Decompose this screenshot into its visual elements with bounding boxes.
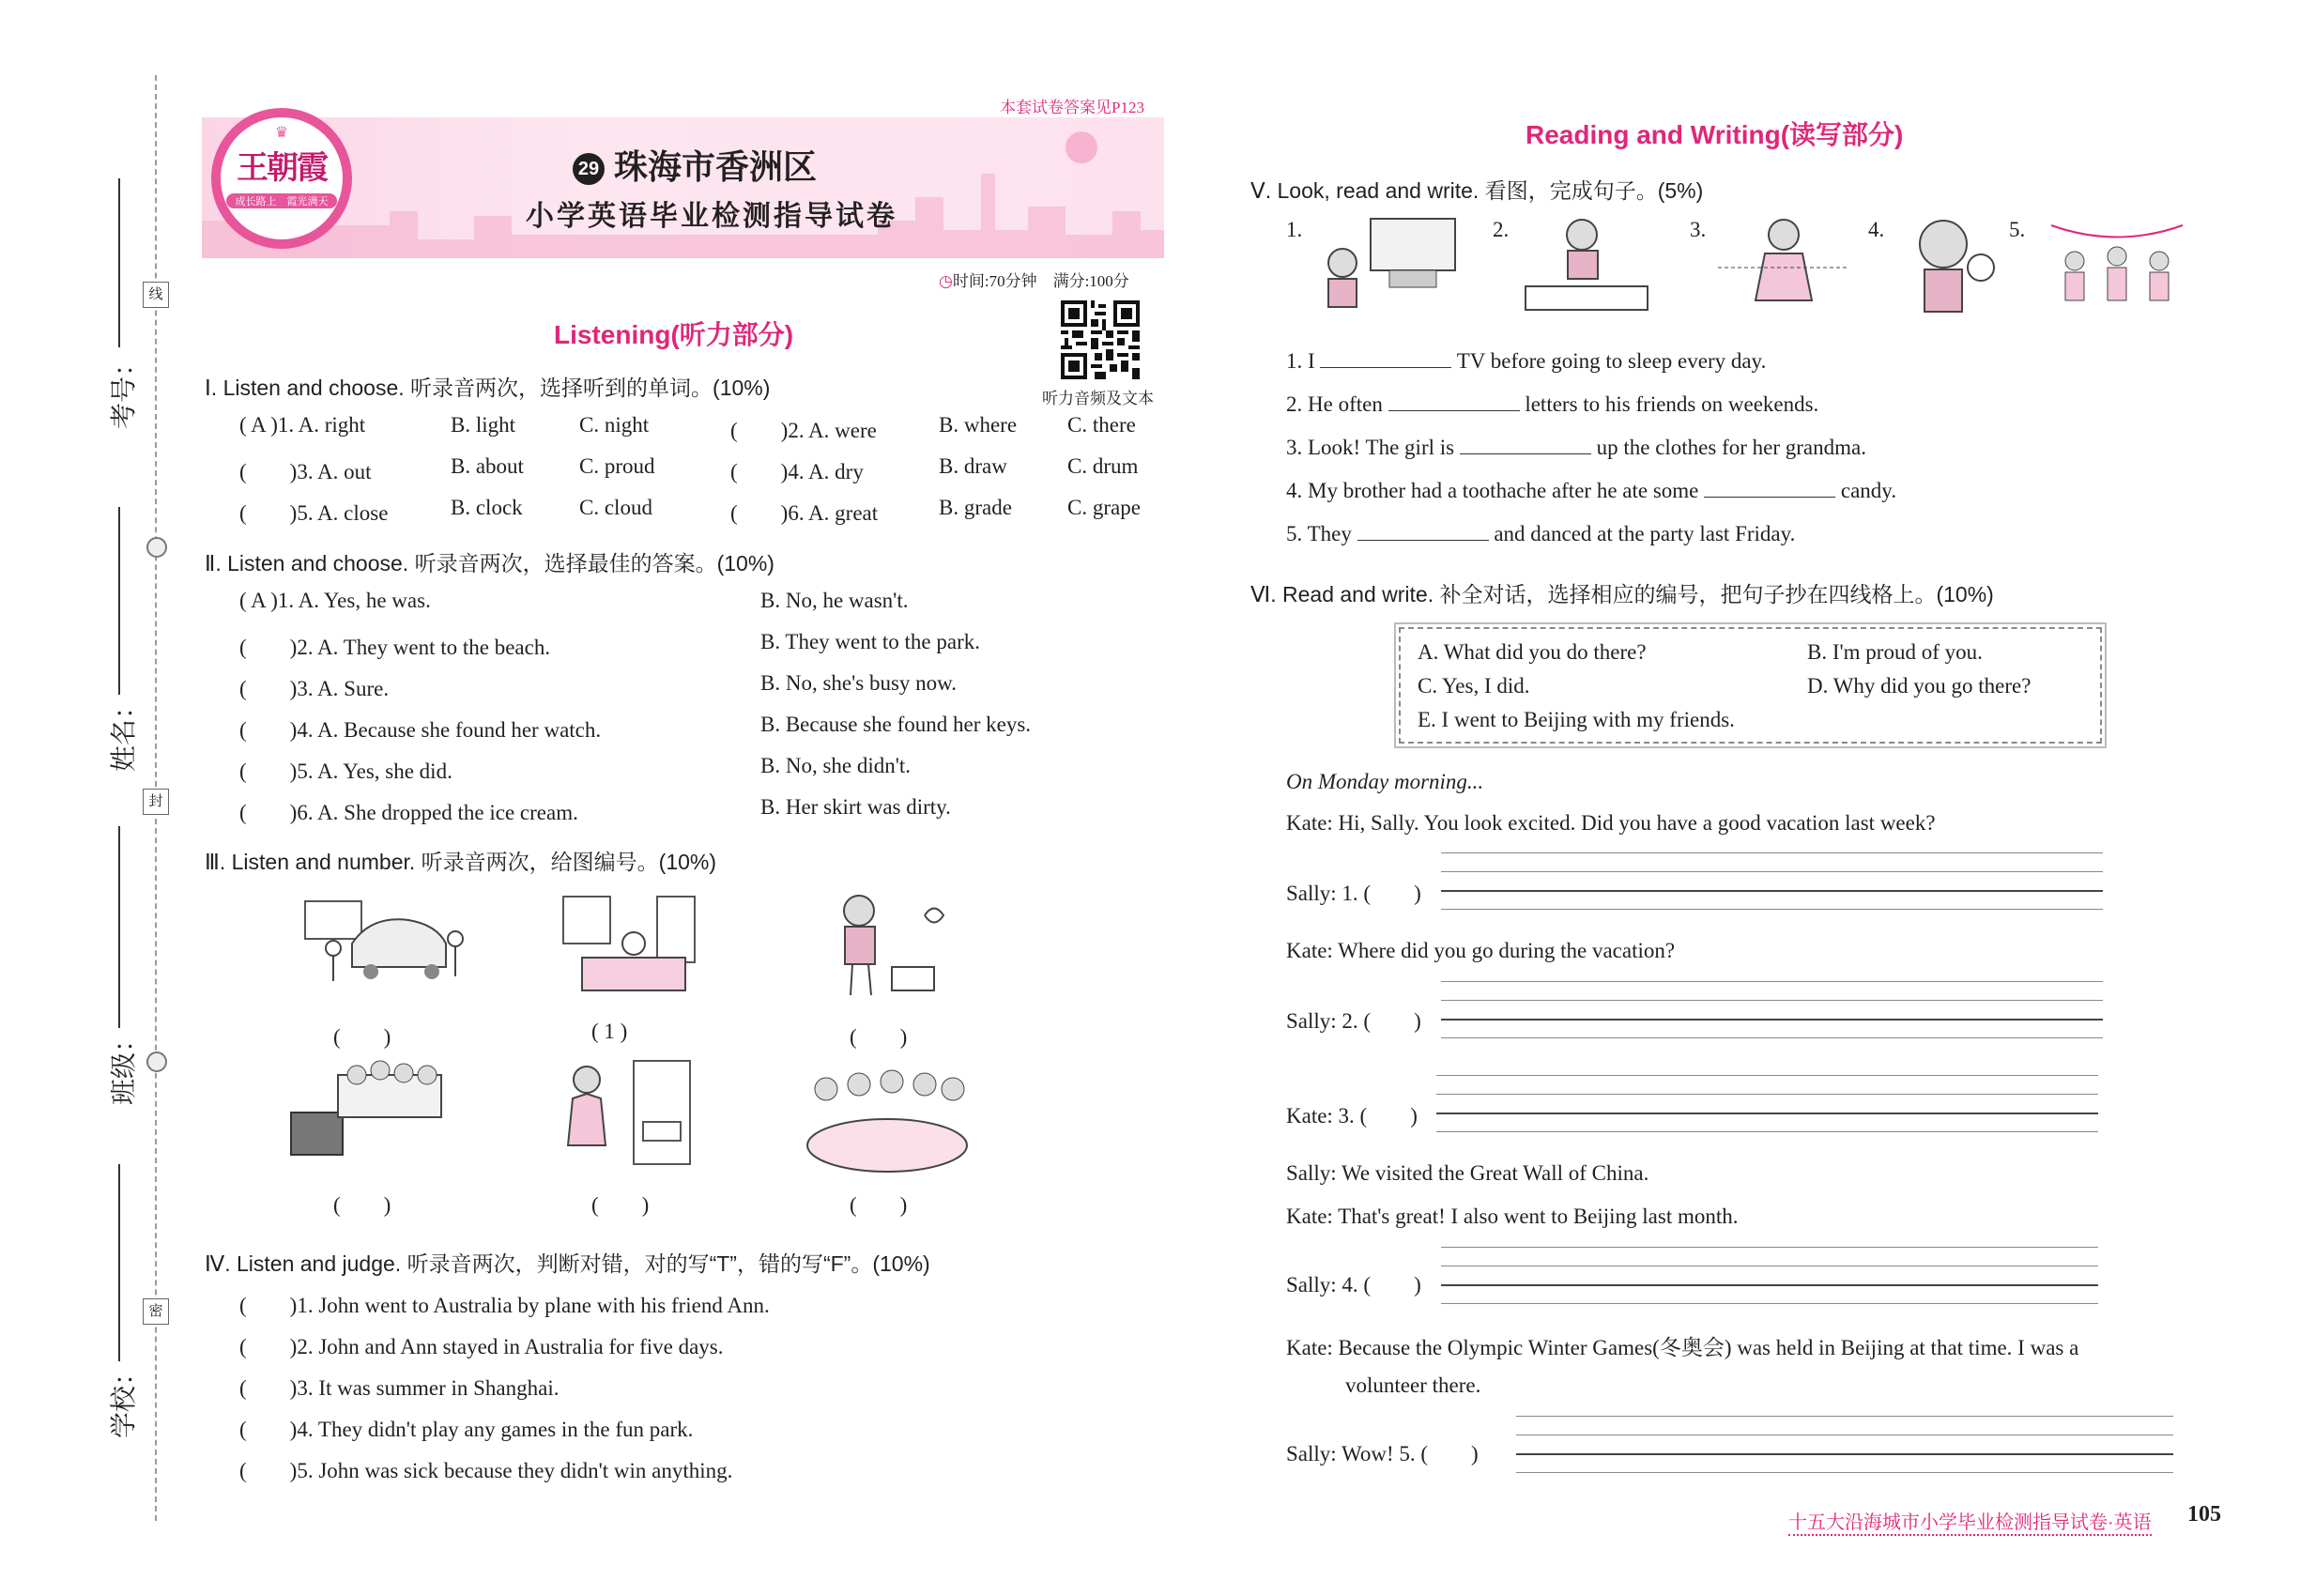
q2-option-b: B. No, she didn't. [760,754,912,777]
q4-statement[interactable]: ( )3. It was summer in Shanghai. [239,1376,560,1400]
q5-sentence: 3. Look! The girl is up the clothes for her grandma. [1286,436,1866,459]
party-table-picture [798,1061,976,1178]
time-info: ◷时间:70分钟 满分:100分 [939,272,1129,290]
q1-option: B. grade [939,496,1012,519]
page-number: 105 [2187,1502,2221,1527]
brand-logo [211,108,352,249]
q2-option-b: B. Because she found her keys. [760,713,1032,736]
option-d: D. Why did you go there? [1807,674,2032,698]
q2-option-a[interactable]: ( )3. A. Sure. [239,677,390,700]
q5-sentence: 4. My brother had a toothache after he ate some candy. [1286,479,1897,502]
option-c: C. Yes, I did. [1418,674,1530,698]
dialogue-intro: On Monday morning... [1286,770,1484,793]
binding-ring-icon [146,1051,167,1072]
q4-statement[interactable]: ( )2. John and Ann stayed in Australia for five days. [239,1335,724,1358]
binding-ring-icon [146,537,167,558]
qr-code-icon[interactable] [1061,300,1140,379]
q5-picture-number: 2. [1493,218,1510,241]
family-car-picture [277,892,474,1000]
q5-blank[interactable] [1320,366,1451,368]
dialogue-line: Sally: We visited the Great Wall of China. [1286,1161,1649,1185]
q2-option-a[interactable]: ( )2. A. They went to the beach. [239,636,551,659]
q5-picture-number: 1. [1286,218,1303,241]
q1-option: C. cloud [579,496,652,519]
q3-answer-1[interactable]: ( ) [333,1025,391,1049]
footer-series: 十五大沿海城市小学毕业检测指导试卷·英语 [1788,1507,2152,1536]
page-subtitle: 小学英语毕业检测指导试卷 [526,201,897,232]
four-line-writing-grid[interactable] [1436,1075,2098,1131]
dialogue-line: Kate: That's great! I also went to Beijing last month. [1286,1205,1739,1228]
q2-option-a[interactable]: ( )5. A. Yes, she did. [239,760,452,783]
q1-option: C. proud [579,454,655,478]
q6-heading: Ⅵ. Read and write. 补全对话，选择相应的编号，把句子抄在四线格上。(10%) [1250,582,1994,606]
listening-title: Listening(听力部分) [554,320,794,349]
four-line-writing-grid[interactable] [1441,1247,2098,1303]
q1-option[interactable]: ( )6. A. great [730,501,879,525]
school-label: 学校： [109,1358,139,1439]
clock-icon: ◷ [939,272,953,290]
q5-picture-number: 3. [1690,218,1707,241]
dialogue-line[interactable]: Sally: 1. ( ) [1286,882,1421,905]
q1-option: B. draw [939,454,1007,478]
four-line-writing-grid[interactable] [1441,852,2103,909]
seal-secret-char: 密 [143,1298,169,1325]
q2-option-b: B. No, she's busy now. [760,671,958,695]
page-title [573,141,817,189]
q4-heading: Ⅳ. Listen and judge. 听录音两次，判断对错，对的写“T”，错的写“F”。(10%) [205,1251,930,1276]
reading-title: Reading and Writing(读写部分) [1526,120,1904,149]
bedroom-picture [554,892,704,1000]
four-line-writing-grid[interactable] [1441,981,2103,1037]
option-a: A. What did you do there? [1418,640,1647,664]
four-line-writing-grid[interactable] [1516,1416,2173,1472]
boy-cooking-picture [817,887,958,1005]
q3-answer-2[interactable]: ( 1 ) [591,1020,628,1043]
q3-answer-6[interactable]: ( ) [850,1193,908,1217]
q5-sentence: 1. I TV before going to sleep every day. [1286,349,1767,373]
logo-slogan: 成长路上 霞光满天 [226,193,337,208]
q5-blank[interactable] [1704,496,1835,498]
q1-option[interactable]: ( )2. A. were [730,419,877,442]
q2-option-a[interactable]: ( )6. A. She dropped the ice cream. [239,801,578,824]
q1-option: B. light [451,413,516,437]
q1-option[interactable]: ( A )1. A. right [239,413,366,437]
dialogue-line[interactable]: Sally: 4. ( ) [1286,1273,1421,1297]
q4-statement[interactable]: ( )4. They didn't play any games in the fun park. [239,1418,694,1441]
q2-option-b: B. No, he wasn't. [760,589,909,612]
q1-option[interactable]: ( )5. A. close [239,501,389,525]
q5-blank[interactable] [1357,539,1489,541]
q1-option: B. about [451,454,524,478]
q5-sentence: 5. They and danced at the party last Friday. [1286,522,1796,545]
q1-option: B. where [939,413,1018,437]
dialogue-line: Kate: Hi, Sally. You look excited. Did you have a good vacation last week? [1286,811,1936,835]
q3-answer-5[interactable]: ( ) [591,1193,650,1217]
dialogue-line[interactable]: Sally: 2. ( ) [1286,1009,1421,1033]
q5-heading: Ⅴ. Look, read and write. 看图，完成句子。(5%) [1250,178,1704,203]
party-dance-picture [2047,214,2187,322]
seal-line-char: 线 [143,282,169,308]
q4-statement[interactable]: ( )5. John was sick because they didn't win anything. [239,1459,733,1482]
q5-blank[interactable] [1388,409,1520,411]
q2-option-a[interactable]: ( )4. A. Because she found her watch. [239,718,602,742]
title-text: 珠海市香洲区 [614,147,818,186]
dialogue-line[interactable]: Kate: 3. ( ) [1286,1104,1418,1128]
school-line[interactable] [118,1164,120,1361]
q5-picture-number: 5. [2009,218,2026,241]
exam-number-line[interactable] [118,178,120,347]
watch-tv-picture [1314,211,1469,315]
class-line[interactable] [118,826,120,1028]
crown-icon: ♛ [274,125,289,141]
q5-sentence: 2. He often letters to his friends on weekends. [1286,392,1819,416]
name-label: 姓名： [109,692,139,773]
dialogue-line: volunteer there. [1345,1373,1481,1397]
write-letter-picture [1516,211,1657,319]
q2-option-b: B. Her skirt was dirty. [760,795,951,819]
dialogue-line[interactable]: Sally: Wow! 5. ( ) [1286,1442,1479,1466]
q1-option: C. drum [1067,454,1139,478]
q3-heading: Ⅲ. Listen and number. 听录音两次，给图编号。(10%) [205,850,717,874]
q1-option: C. there [1067,413,1136,437]
hang-clothes-picture [1713,211,1854,324]
dialogue-line: Kate: Because the Olympic Winter Games(冬奥会) was held in Beijing at that time. I was a [1286,1336,2079,1359]
exam-number-label: 考号： [109,349,139,430]
option-b: B. I'm proud of you. [1807,640,1983,664]
q1-heading: Ⅰ. Listen and choose. 听录音两次，选择听到的单词。(10%) [205,376,771,400]
seal-seal-char: 封 [143,789,169,815]
candy-toothache-picture [1896,211,2009,324]
q1-option: C. grape [1067,496,1141,519]
q5-picture-number: 4. [1868,218,1885,241]
name-line[interactable] [118,507,120,695]
q5-blank[interactable] [1460,453,1591,454]
q2-heading: Ⅱ. Listen and choose. 听录音两次，选择最佳的答案。(10%) [205,551,774,575]
dialogue-line: Kate: Where did you go during the vacation? [1286,939,1676,962]
answer-reference: 本套试卷答案见P123 [1000,99,1144,116]
q1-option[interactable]: ( )3. A. out [239,460,372,483]
q3-answer-3[interactable]: ( ) [850,1025,908,1049]
qr-caption: 听力音频及文本 [1042,390,1154,407]
option-e: E. I went to Beijing with my friends. [1418,708,1735,731]
q3-answer-4[interactable]: ( ) [333,1193,391,1217]
logo-text: 王朝霞 [237,150,327,186]
q1-option[interactable]: ( )4. A. dry [730,460,864,483]
test-number-badge: 29 [573,153,605,185]
q1-option: B. clock [451,496,523,519]
q2-option-b: B. They went to the park. [760,630,980,653]
q1-option: C. night [579,413,650,437]
q2-option-a[interactable]: ( A )1. A. Yes, he was. [239,589,431,612]
class-label: 班级： [109,1025,139,1106]
watching-tv-picture [282,1056,460,1174]
q4-statement[interactable]: ( )1. John went to Australia by plane with his friend Ann. [239,1294,770,1317]
girl-dancing-picture [549,1056,699,1174]
